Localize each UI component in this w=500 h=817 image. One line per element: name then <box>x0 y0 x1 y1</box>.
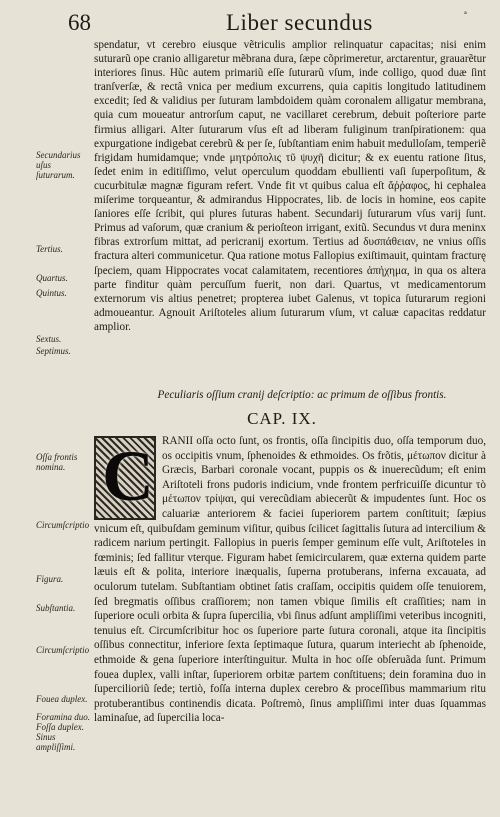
margin-note-quartus: Quartus. <box>36 273 68 283</box>
margin-note-secundarius: Secundarius uſus ſuturarum. <box>36 150 81 180</box>
paragraph-frontal-bone <box>94 434 486 726</box>
paragraph-sutures-use: spendatur, vt cerebro eiusque vẽtriculis amplior relinquatur capacitas; nisi enim suturarũ ope cranio alligaretur mẽbrana dura, ſæpe cõprimeretur, arctarentur, grauarẽtur interiores ſinus. Hũc autem primariũ eſſe ſuturarũ vſum, inde colligo, quod duæ ſint tranſverſæ, & rectâ vnica per medium excurrens, quia capitis longitudo latitudinem excedit; ſed & validius per ſuturam lambdoidem quàm coronalem alligatur membrana, quia cum moueatur antrorſum caput, ne vacillaret cerebrum, debuit poſteriore parte firmius alligari. Alter ſuturarum vſus eſt ad liberam fuliginum tranſpirationem: qua expurgatione indigebat cerebrũ & per ſe, ſubſtantiam enim habuit medulloſam, temperiẽ frigidam humidamque; vnde μητρόπολις τῦ ψυχῆ dicitur; & ex euentu ratione ſitus, ſedet enim in editiſſimo, velut operculum quoddam ebullienti vaſi ſuperpoſitum, & cucurbitulæ magnæ figuram refert. Vnde fit vt quibus calua eſt ἄῤῥαφος, hi cephalea miſerime torqueantur, & admirandus Hippocrates, lib. de locis in homine, eos capite ſaniores eſſe ſcribit, qui plures ſuturas habent. Secundarij ſuturarum vſus varij ſunt. Primus ad vaſorum, quæ cranium & perioſteon irrigant, exitũ. Secundus vt dura meninx fibras extrorſum mittat, ad pericranij exortum. Tertius ad δυσπάθειαν, ne vnius oſſis fractura alteri communicetur. Qua ratione motus Fallopius exiſtimauit, quintam fracturę ſpeciem, quam Hippocrates vocat calamitatem, recentiores ἀπήχημα, in qua os altera parte finditur quàm percuſſum fuerit, non dari. Quartus, vt medicamentorum externorum vis altius penetret; propterea iubet Galenus, vt topica ſuturarum regioni admoueantur. Agnouit Ariſtoteles alium ſuturarum vſum, vt caluæ capacitas reddatur amplior. <box>94 39 486 333</box>
margin-note-septimus: Septimus. <box>36 346 71 356</box>
section-title: Peculiaris oſſium cranij deſcriptio: ac primum de oſſibus frontis. <box>157 389 447 401</box>
margin-note-fouea: Fouea duplex. <box>36 694 88 704</box>
corner-mark: ª <box>464 10 467 21</box>
margin-note-circumscriptio: Circumſcriptio <box>36 520 90 530</box>
margin-note-figura: Figura. <box>36 574 64 584</box>
decorated-initial: C <box>94 436 156 520</box>
paragraph-frontal-bone-text: RANII oſſa octo ſunt, os frontis, oſſa ſincipitis duo, oſſa temporum duo, os occipitis vnum, ſphenoides & ethmoides. Os frõtis, μέτωπον dicitur à Græcis, Barbari coronale vocant, puppis os & inuerecũdum; eſt enim Ariſtoteli frons pudoris indicium, vnde frontem perfricuiſſe dicuntur τὸ μέτωπον τρίψαι, qui verecũdiam abiecerũt & impudentes ſunt. Hoc os caluariæ anteriorem & faciei ſuperiorem partem conſtituit; ſæpius vnicum eſt, quibuſdam geminum viſitur, quibus ſcilicet ſagittalis ſutura ad intercilium & radicem narium pertingit. Fallopius in pueris ſemper geminum eſſe vult, Ariſtoteles in fœminis; ſed fallitur vterque. Figuram habet ſemicircularem, quæ externa quidem parte læuis eſt & polita, interiore inæqualis, ſuperna protuberans, inferna excauata, ad oculorum tutelam. Subſtantiam obtinet ſatis craſſam, occipitis quidem oſſe tenuiorem, ſed bregmatis oſſibus craſſiorem; non tamen vbique ſimilis eſt craſſities; nam in ſuperiore oculi orbita & ſupra ſupercilia, vbi ſinus adſunt ampliſſimi veteribus incogniti, tenuius eſt. Circumſcribitur hoc os ſuperiore parte ſutura coronali, atque ita ſincipitis oſſibus connectitur, inferiore ſexta ſeptimaque ſutura, quarum interiecht ab ſphenoide, ethmoide & gena ſuperiore interſtinguitur. Multa in hoc oſſe obſeruãda ſunt. Primum fouea duplex, valli inſtar, ſuperiorem orbitæ partem conſtituens; dein foramina duo in ſupercilioriũ ſede; tertiò, foſſa interna duplex cerebro & proceſſibus mammarium ritu protuberantibus continendis dicata. Poſtremò, ſinus ampliſſimi inter duas ſquammas laminaſue, ad ſupercilia loca- <box>94 435 486 725</box>
margin-note-substantia: Subſtantia. <box>36 603 76 613</box>
running-head: Liber secundus <box>226 10 373 35</box>
page-number: 68 <box>68 10 91 35</box>
margin-note-tertius: Tertius. <box>36 244 63 254</box>
margin-note-os-frontis: Oſſa frontis nomina. <box>36 452 78 472</box>
page-header <box>68 10 478 38</box>
chapter-heading: CAP. IX. <box>247 409 317 428</box>
margin-note-sextus: Sextus. <box>36 334 62 344</box>
margin-note-foramina: Foramina duo. Foſſa duplex. Sinus ampliſſimi. <box>36 712 90 752</box>
margin-note-circumscriptio-2: Circumſcriptio <box>36 645 90 655</box>
margin-note-quintus: Quintus. <box>36 288 67 298</box>
